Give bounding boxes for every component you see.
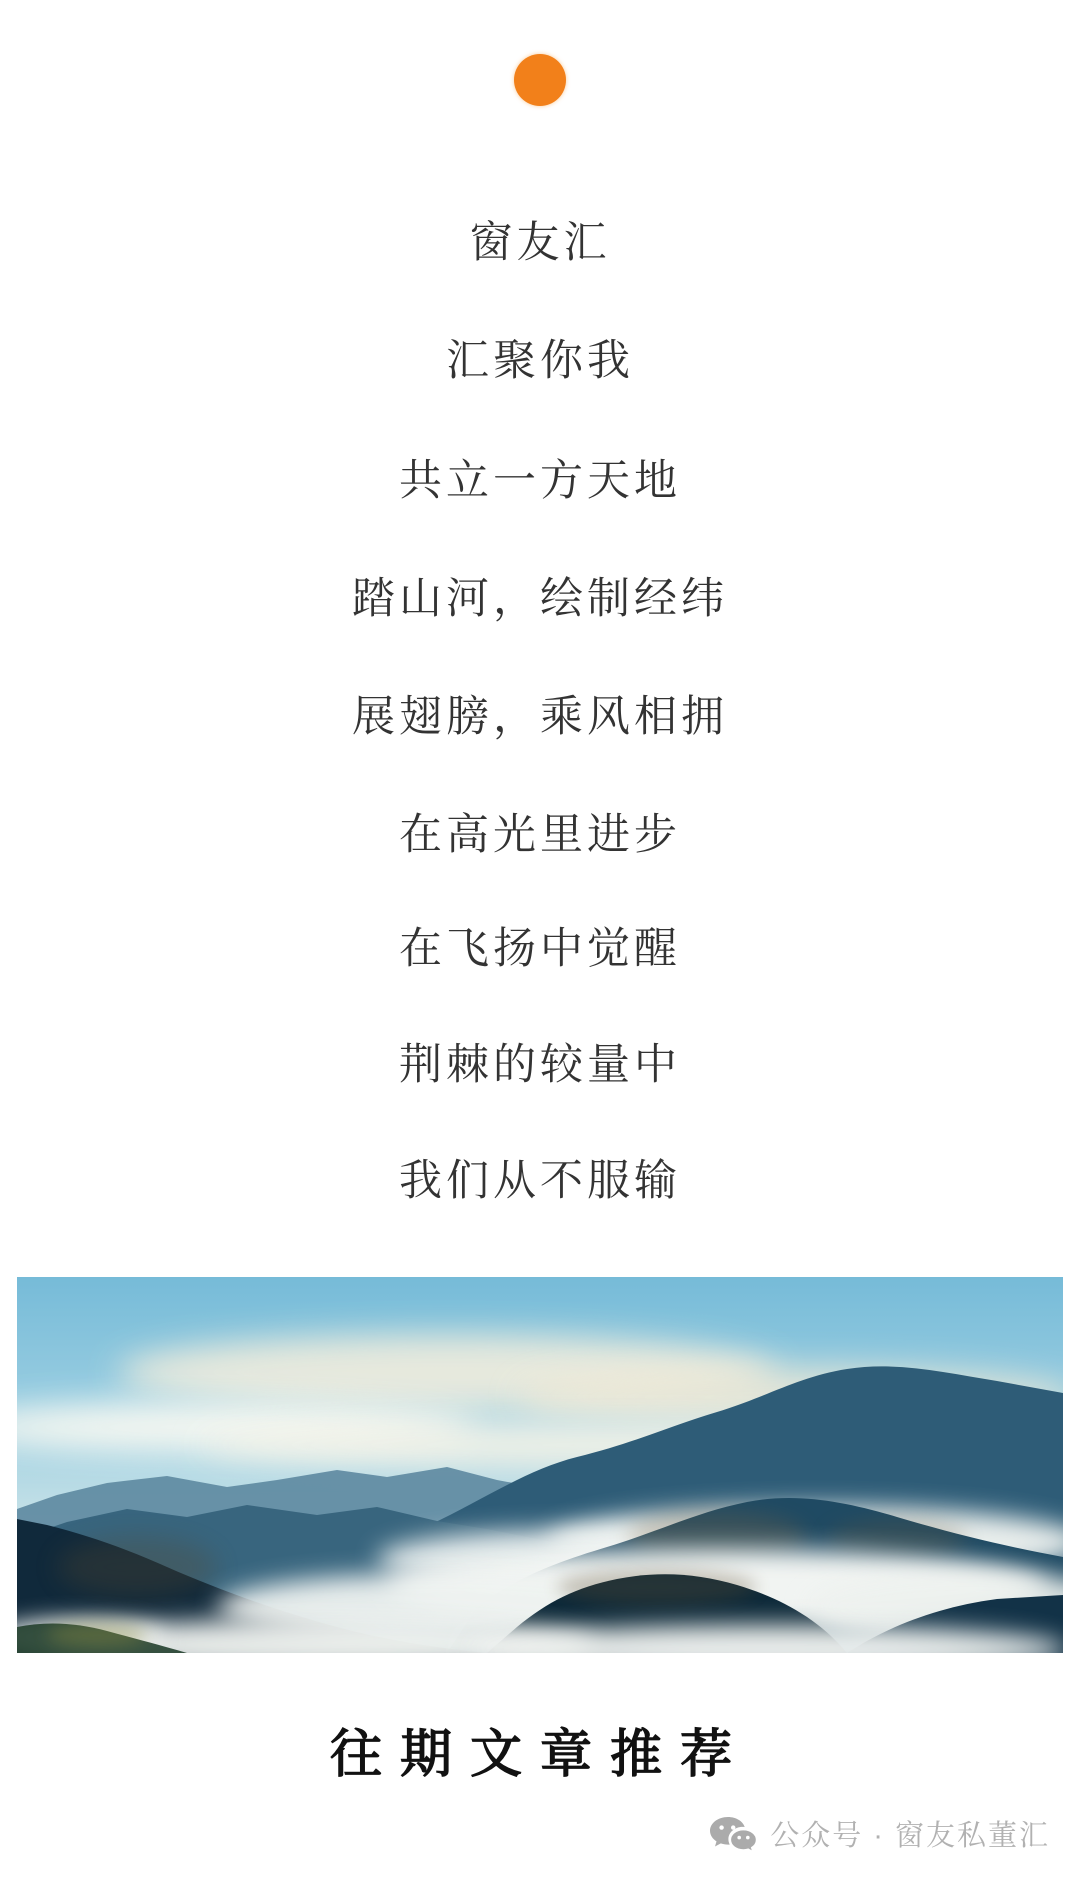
poem-line: 共立一方天地 [399,458,681,505]
poem-line: 我们从不服输 [399,1158,681,1205]
accent-dot [514,54,566,106]
poem-line: 汇聚你我 [446,338,634,385]
poem-line: 在高光里进步 [399,812,681,859]
footer-watermark [708,1814,1050,1858]
poem-line: 窗友汇 [469,220,611,267]
watermark-text: 公众号 · 窗友私董汇 [770,1820,1050,1852]
previous-articles-heading: 往期文章推荐 [329,1726,750,1784]
poem-line: 展翅膀，乘风相拥 [352,694,728,741]
poem-line: 在飞扬中觉醒 [399,926,681,973]
poem-line: 踏山河，绘制经纬 [352,576,728,623]
wechat-icon [708,1815,760,1857]
poem-line: 荆棘的较量中 [399,1042,681,1089]
mountains-photo[interactable] [17,1277,1063,1653]
